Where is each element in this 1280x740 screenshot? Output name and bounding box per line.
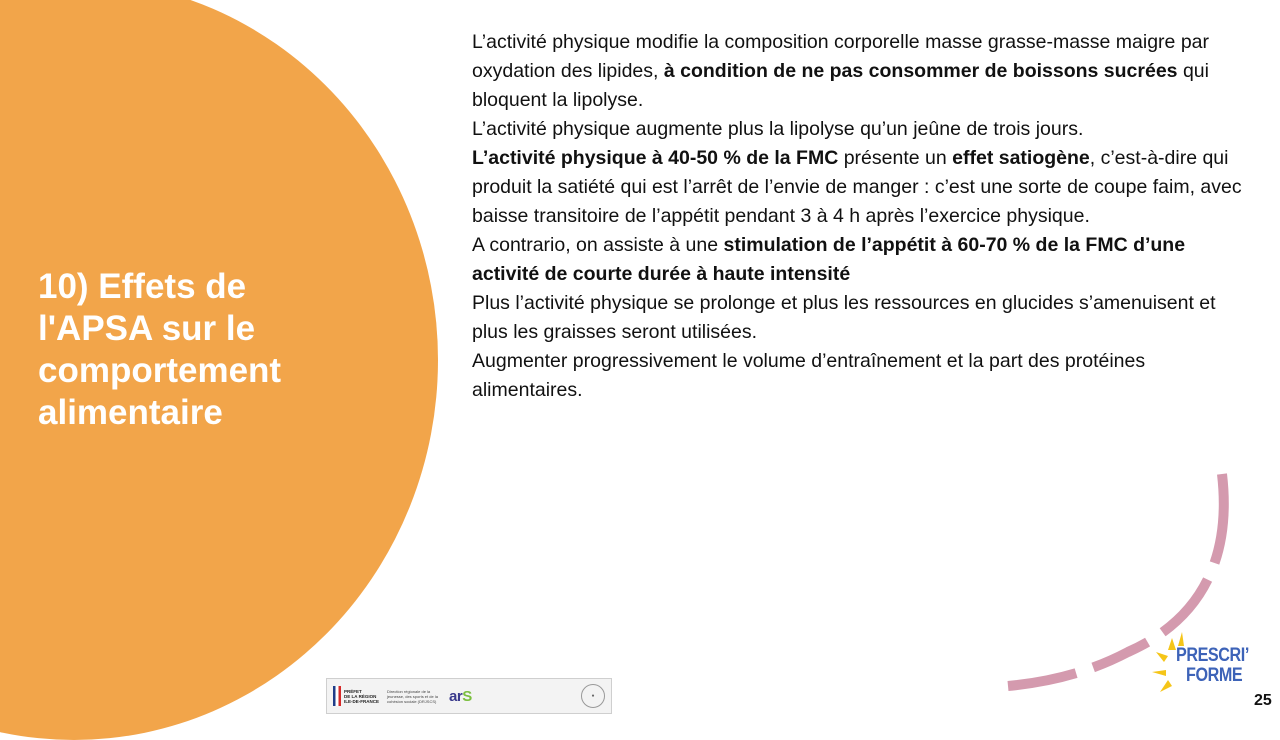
prefet-line: ILE-DE-FRANCE [344, 698, 379, 704]
body-paragraph [472, 144, 1252, 231]
prescriforme-logo [1150, 630, 1250, 702]
ars-logo-accent: S [462, 687, 472, 705]
body-paragraph: Plus l’activité physique se prolonge et plus les ressources en glucides s’amenuisent et plus les graisses seront utilisées. [472, 292, 1216, 343]
slide-body [472, 28, 1252, 405]
prefet-logo [333, 686, 379, 706]
seal-icon: ● [581, 684, 605, 708]
text-run: , c’est-à-dire qui produit la satiété qui est l’arrêt de l’envie de manger : c’est une sorte de coupe faim, avec baisse transitoire de l’appétit pendant 3 à 4 h après l’exercice physique. [472, 147, 1242, 227]
title-line: comportement [38, 351, 282, 390]
title-line: 10) Effets de [38, 267, 247, 306]
bold-text-run: effet satiogène [952, 147, 1090, 169]
brand-line-2: FORME [1186, 665, 1243, 686]
prefet-line: PRÉFET [344, 688, 362, 694]
text-run: présente un [838, 147, 953, 169]
brand-line-1: PRESCRI’ [1176, 645, 1249, 666]
body-paragraph [472, 28, 1252, 115]
marianne-flag-icon [333, 686, 341, 706]
title-line: l'APSA sur le [38, 309, 256, 348]
title-line: alimentaire [38, 393, 223, 432]
body-paragraph: L’activité physique augmente plus la lipolyse qu’un jeûne de trois jours. [472, 118, 1084, 140]
bold-text-run: L’activité physique à 40-50 % de la FMC [472, 147, 839, 169]
prefet-line: DE LA RÉGION [344, 693, 377, 699]
text-run: A contrario, on assiste à une [472, 234, 724, 256]
body-paragraph: Augmenter progressivement le volume d’entraînement et la part des protéines alimentaires. [472, 350, 1146, 401]
bold-text-run: à condition de ne pas consommer de boissons sucrées [663, 60, 1178, 82]
ars-logo-main: ar [449, 687, 463, 705]
page-number: 25 [1254, 692, 1272, 709]
text-run: qui bloquent la lipolyse. [472, 60, 1209, 111]
prefet-text [344, 689, 379, 704]
bold-text-run: stimulation de l’appétit à 60-70 % de la FMC d’une activité de courte durée à haute intensité [472, 234, 1186, 285]
partner-logos-strip [326, 678, 612, 714]
drjscs-text: Direction régionale de la jeunesse, des sports et de la cohésion sociale (DRJSCS) [387, 688, 438, 704]
text-run: L’activité physique modifie la composition corporelle masse grasse-masse maigre par oxydation des lipides, [472, 31, 1210, 82]
body-paragraph [472, 231, 1252, 289]
slide-title [38, 266, 338, 434]
ars-logo [449, 688, 472, 705]
